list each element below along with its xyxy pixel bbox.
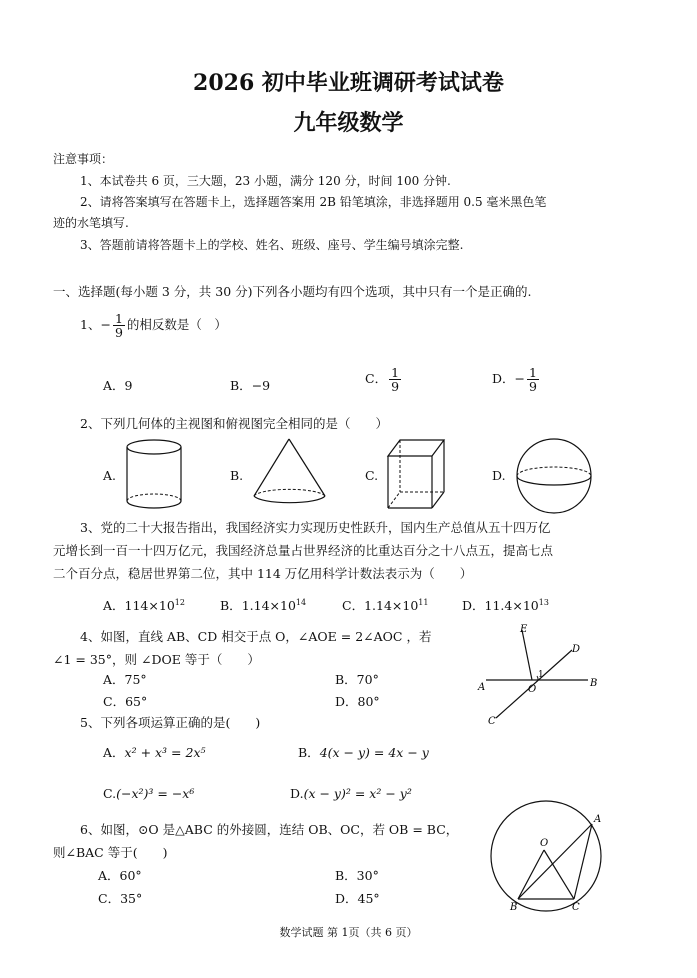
q5-option-c[interactable]	[103, 786, 194, 801]
q3-b-label: B．	[220, 598, 242, 613]
notice-item-2b: 迹的水笔填写.	[53, 216, 129, 230]
q1-num: 1	[114, 311, 123, 326]
q1-option-c[interactable]	[365, 366, 403, 393]
q5-option-b[interactable]	[298, 743, 429, 761]
q5-a-label: A．	[103, 745, 125, 760]
q3-a-base: 114×10	[124, 598, 175, 613]
q1-c-den: 9	[391, 379, 400, 395]
exam-subject: 九年级数学	[293, 110, 404, 136]
q4-label-a: A	[478, 682, 486, 693]
q6-option-a[interactable]: A．60°	[98, 868, 142, 883]
q5-c-label: C.	[103, 786, 117, 801]
q1-option-d[interactable]	[492, 366, 541, 393]
q1-stem	[80, 312, 227, 339]
q4-label-c: C	[488, 716, 496, 727]
q1-c-fraction	[389, 366, 401, 393]
notice-item-1: 1、本试卷共 6 页，三大题，23 小题，满分 120 分，时间 100 分钟.	[80, 174, 451, 188]
q3-a-exp: 12	[174, 597, 185, 607]
sphere-figure	[514, 436, 594, 516]
q4-line-2: ∠1 = 35°，则 ∠DOE 等于（ ）	[53, 652, 260, 667]
q3-option-a[interactable]	[103, 596, 185, 614]
cone-figure	[250, 436, 330, 510]
q3-line-3: 二个百分点，稳居世界第二位，其中 114 万亿用科学计数法表示为（ ）	[53, 566, 473, 581]
q1-fraction	[113, 312, 125, 339]
q4-line-1: 4、如图，直线 AB、CD 相交于点 O，∠AOE = 2∠AOC ，若	[80, 629, 432, 644]
q5-c-expr: (−x²)³ = −x⁶	[116, 786, 195, 801]
q2-option-a-label[interactable]: A.	[103, 468, 117, 483]
q1-b-value: −9	[251, 378, 271, 393]
page-footer: 数学试题 第 1页（共 6 页）	[279, 926, 418, 939]
section-1-heading: 一、选择题(每小题 3 分，共 30 分)下列各小题均有四个选项，其中只有一个是正确的.	[53, 284, 532, 299]
q3-c-exp: 11	[418, 597, 429, 607]
q3-option-d[interactable]	[462, 596, 549, 614]
q6-label-a: A	[594, 814, 602, 825]
q1-a-value: 9	[124, 378, 133, 393]
q5-d-expr: (x − y)² = x² − y²	[303, 786, 412, 801]
q6-circle-figure	[486, 800, 616, 918]
q4-label-d: D	[572, 644, 581, 655]
q1-neg: −	[100, 317, 111, 333]
q4-option-c[interactable]: C．65°	[103, 694, 148, 709]
q1-d-fraction	[527, 366, 539, 393]
q2-option-b-label[interactable]: B.	[230, 468, 244, 483]
q1-suffix: 的相反数是（ ）	[126, 317, 227, 333]
q3-d-base: 11.4×10	[484, 598, 539, 613]
q1-option-a[interactable]	[103, 376, 132, 394]
q4-label-e: E	[520, 624, 528, 635]
notice-item-2a: 2、请将答案填写在答题卡上，选择题答案用 2B 铅笔填涂，非选择题用 0.5 毫米黑色笔	[80, 195, 547, 209]
q6-label-o: O	[540, 838, 549, 849]
q1-a-label: A．	[103, 378, 125, 393]
q1-c-num: 1	[391, 365, 400, 380]
q4-label-b: B	[590, 678, 598, 689]
q6-option-d[interactable]: D．45°	[335, 891, 380, 906]
q5-option-a[interactable]	[103, 743, 206, 761]
q5-stem: 5、下列各项运算正确的是( )	[80, 715, 261, 730]
q5-option-d[interactable]	[290, 786, 412, 801]
q1-d-num: 1	[529, 365, 537, 380]
q3-d-label: D．	[462, 598, 485, 613]
q1-d-den: 9	[529, 379, 537, 395]
q2-stem: 2、下列几何体的主视图和俯视图完全相同的是（ ）	[80, 416, 388, 431]
q3-a-label: A．	[103, 598, 125, 613]
q3-c-base: 1.14×10	[364, 598, 419, 613]
notice-heading: 注意事项：	[53, 152, 114, 166]
q3-option-c[interactable]	[342, 596, 428, 614]
q1-option-b[interactable]	[230, 376, 270, 394]
q1-prefix: 1、	[80, 317, 101, 333]
q1-d-label: D．	[492, 371, 515, 387]
q6-option-c[interactable]: C．35°	[98, 891, 143, 906]
q5-b-label: B．	[298, 745, 320, 760]
q3-option-b[interactable]	[220, 596, 306, 614]
q5-b-expr: 4(x − y) = 4x − y	[319, 745, 429, 760]
q1-den: 9	[114, 325, 123, 341]
prism-figure	[384, 436, 448, 516]
q6-line-1: 6、如图，⊙O 是△ABC 的外接圆，连结 OB、OC，若 OB = BC，	[80, 822, 459, 837]
q3-c-label: C．	[342, 598, 365, 613]
q1-c-label: C．	[365, 371, 388, 387]
q4-option-b[interactable]: B．70°	[335, 672, 379, 687]
q5-d-label: D.	[290, 786, 304, 801]
exam-title: 2026 初中毕业班调研考试试卷	[193, 70, 504, 96]
q4-angle-1: 1	[538, 670, 544, 680]
q6-option-b[interactable]: B．30°	[335, 868, 379, 883]
q3-d-exp: 13	[538, 597, 549, 607]
q2-option-c-label[interactable]: C.	[365, 468, 379, 483]
q2-option-d-label[interactable]: D.	[492, 468, 506, 483]
q4-option-d[interactable]: D．80°	[335, 694, 380, 709]
q4-lines-figure	[476, 622, 616, 732]
q3-line-2: 元增长到一百一十四万亿元，我国经济总量占世界经济的比重达百分之十八点五，提高七点	[53, 543, 554, 558]
q6-label-b: B	[510, 902, 518, 913]
notice-item-3: 3、答题前请将答题卡上的学校、姓名、班级、座号、学生编号填涂完整.	[80, 238, 464, 252]
q4-option-a[interactable]: A．75°	[103, 672, 147, 687]
q1-b-label: B．	[230, 378, 252, 393]
q1-d-neg: −	[514, 371, 526, 387]
q3-line-1: 3、党的二十大报告指出，我国经济实力实现历史性跃升，国内生产总值从五十四万亿	[80, 520, 551, 535]
q6-label-c: C	[572, 902, 580, 913]
q3-b-exp: 14	[295, 597, 307, 607]
q5-a-expr: x² + x³ = 2x⁵	[124, 745, 206, 760]
cylinder-figure	[124, 438, 184, 512]
q4-label-o: O	[528, 684, 537, 695]
q3-b-base: 1.14×10	[241, 598, 296, 613]
q6-line-2: 则∠BAC 等于( )	[53, 845, 168, 860]
